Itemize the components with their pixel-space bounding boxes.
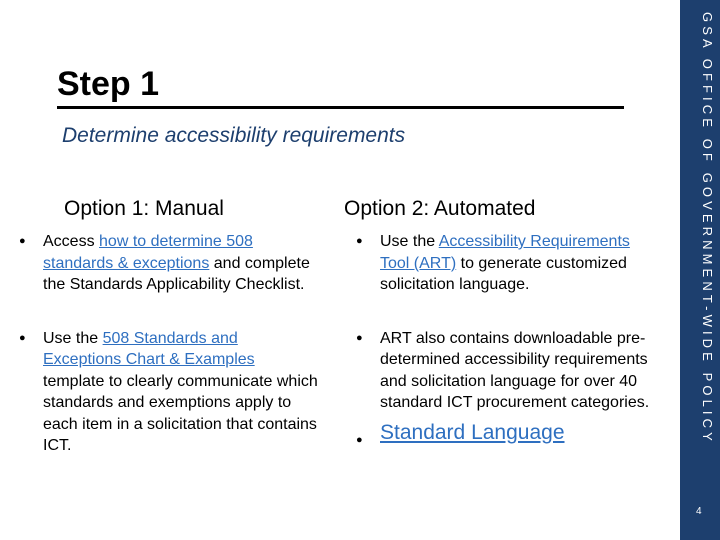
slide-number: 4: [696, 506, 702, 517]
option1-list: [19, 231, 319, 457]
list-item: [356, 231, 656, 296]
standards-chart-link[interactable]: 508 Standards and Exceptions Chart & Examples: [43, 329, 255, 368]
slide-subtitle: Determine accessibility requirements: [62, 124, 406, 147]
option1-heading: Option 1: Manual: [64, 197, 224, 220]
determine-standards-link[interactable]: how to determine 508 standards & exceptions: [43, 233, 253, 272]
item-text: and complete the Standards Applicability Checklist.: [43, 254, 310, 293]
side-banner-text: GSA OFFICE OF GOVERNMENT-WIDE POLICY: [700, 12, 715, 445]
item-text: to generate customized solicitation language.: [380, 254, 627, 293]
list-item: [356, 420, 656, 446]
slide-title: Step 1: [57, 65, 160, 103]
option2-list: [356, 231, 656, 446]
title-divider: [57, 106, 624, 109]
item-text: Use the: [380, 233, 439, 250]
list-item: [356, 328, 656, 414]
list-item: [19, 328, 319, 457]
standard-language-link[interactable]: Standard Language: [380, 420, 565, 444]
item-text: Use the: [43, 329, 103, 347]
item-text: template to clearly communicate which standards and exemptions apply to each item in a solicitation that contains ICT.: [43, 372, 318, 454]
item-text: Access: [43, 233, 100, 250]
option2-heading: Option 2: Automated: [344, 197, 536, 220]
art-tool-link[interactable]: Accessibility Requirements Tool (ART): [380, 233, 630, 272]
item-text: ART also contains downloadable pre-determined accessibility requirements and solicitation language for over 40 standard ICT procurement categories.: [380, 329, 650, 411]
list-item: [19, 231, 319, 296]
